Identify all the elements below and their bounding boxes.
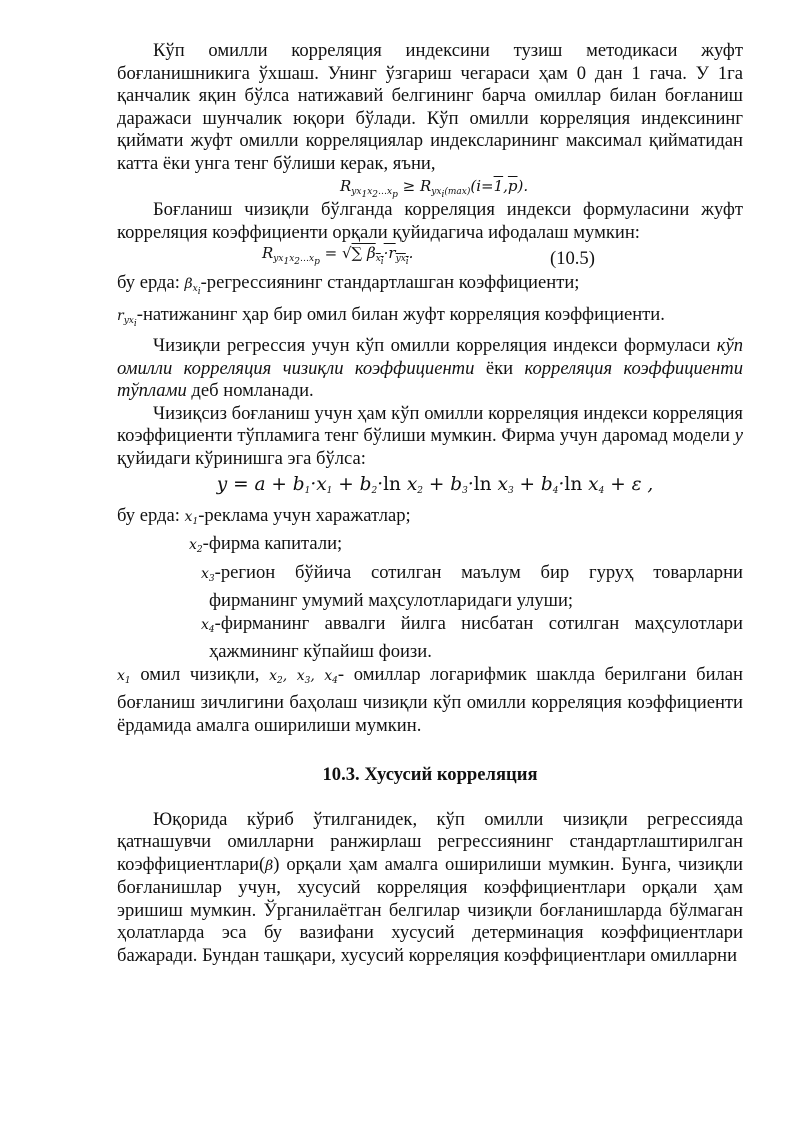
p3-text-c: деб номланади. — [186, 380, 314, 401]
beta-symbol: $\beta_{x_i}$ — [184, 276, 201, 297]
definition-r — [117, 304, 743, 336]
paragraph-factors — [117, 664, 743, 738]
p5-text-b: - омиллар логарифмик шаклда берилгани билан боғланиш зичлигини баҳолаш чизиқли кўп омилли корреляция коэффициенти ёрдамида амалга оширилиши мумкин. — [117, 663, 743, 736]
p4-y: y — [734, 425, 743, 446]
definition-x3 — [201, 561, 743, 613]
definition-x2 — [189, 533, 743, 562]
beta-symbol: β — [265, 857, 274, 874]
paragraph-nonlinear — [117, 403, 743, 471]
paragraph-linear-regression — [117, 335, 743, 403]
x4-symbol: $x_4$ — [201, 616, 215, 635]
p5-text-a: омил чизиқли, — [130, 663, 270, 685]
x1-symbol: $x_1$ — [117, 667, 131, 686]
p4-text-a: Чизиқсиз боғланиш учун ҳам кўп омилли корреляция индекси корреляция коэффициенти тўпламига тенг бўлиши мумкин. Фирма учун даромад модели — [117, 402, 743, 446]
definition-x3-text: -регион бўйича сотилган маълум бир гуруҳ товарларни фирманинг умумий маҳсулотларидаги улуши; — [209, 561, 743, 611]
paragraph-partial-correlation — [117, 809, 743, 968]
formula-income-model: $y = a + b_1\cdot x_1 + b_2\cdot\ln$ $x_2 + b_3\cdot\ln$ $x_3 + b_4\cdot\ln$ $x_4 + \varepsilon$ , — [216, 474, 654, 496]
definition-beta-prefix: бу ерда: — [117, 272, 180, 293]
paragraph-intro: Кўп омилли корреляция индексини тузиш методикаси жуфт боғланишникига ўхшаш. Унинг ўзгариш чегараси ҳам 0 дан 1 гача. У 1га қанчалик яқин бўлса натижавий белгининг барча омиллар билан боғланиш даражаси шунчалик юқори бўлади. Кўп омилли корреляция индексининг қиймати жуфт омилли корреляциялар индексларининг максимал қийматидан катта ёки унга тенг бўлиши керак, яъни, — [117, 40, 743, 174]
formula-inequality-line — [117, 175, 743, 199]
x3-symbol: $x_3$ — [201, 565, 215, 584]
document-page — [117, 40, 743, 967]
definition-x1-text: -реклама учун харажатлар; — [198, 504, 411, 526]
formula-index: $R_{yx_1x_2\dots x_p}$ = √∑ $\beta_{x_i}\cdot r_{yx_i}$. — [262, 244, 414, 267]
p3-text-b: ёки — [474, 357, 525, 379]
p4-text-b: қуйидаги кўринишга эга бўлса: — [117, 447, 366, 469]
equation-number: (10.5) — [550, 248, 595, 269]
definition-x4-text: -фирманинг аввалги йилга нисбатан сотилган маҳсулотлари ҳажмининг кўпайиш фоизи. — [209, 612, 743, 662]
definition-x4 — [201, 612, 743, 664]
r-symbol: $r_{yx_i}$ — [117, 307, 137, 329]
p3-term-1: кўп омилли корреляция чизиқли коэффициенти — [117, 335, 743, 379]
x2-x3-x4-symbols: $x_2$, $x_3$, $x_4$ — [269, 667, 338, 686]
definition-x2-text: -фирма капитали; — [202, 533, 343, 554]
p3-term-2: корреляция коэффициенти тўплами — [117, 357, 743, 401]
formula-index-line — [117, 244, 743, 272]
definition-r-text: -натижанинг ҳар бир омил билан жуфт корреляция коэффициенти. — [136, 303, 665, 325]
definition-x1 — [117, 505, 743, 534]
p6-text-b: ) орқали ҳам амалга оширилиши мумкин. Бунга, чизиқли боғланишлар учун, хусусий корреляция коэффициентлари орқали ҳам эришиш мумкин. Ўрганилаётган белгилар чизиқли боғланишларда бўлмаган ҳолатларда эса бу вазифани хусусий детерминация коэффициентлари бажаради. Бундан ташқари, хусусий корреляция коэффициентлари омилларни — [117, 853, 743, 966]
p3-text-a: Чизиқли регрессия учун кўп омилли корреляция индекси формуласи — [153, 335, 717, 356]
x1-symbol: $x_1$ — [184, 508, 199, 527]
formula-inequality: $R_{yx_1x_2\dots x_p} \ge R_{yx_i(max)}(i=1,\overline{p})$. — [340, 177, 529, 200]
definition-prefix: бу ерда: — [117, 504, 180, 526]
x2-symbol: $x_2$ — [189, 537, 203, 555]
section-title: 10.3. Хусусий корреляция — [322, 764, 538, 785]
definition-beta — [117, 272, 743, 304]
p6-text-a: Юқорида кўриб ўтилганидек, кўп омилли чизиқли регрессияда қатнашувчи омилларни ранжирлаш регрессиянинг стандартлаштирилган коэффициентлари( — [117, 808, 743, 875]
definition-beta-text: -регрессиянинг стандартлашган коэффициенти; — [200, 272, 580, 293]
paragraph-linear-index: Боғланиш чизиқли бўлганда корреляция индекси формуласини жуфт корреляция коэффициенти орқали қуйидагича ифодалаш мумкин: — [117, 199, 743, 243]
